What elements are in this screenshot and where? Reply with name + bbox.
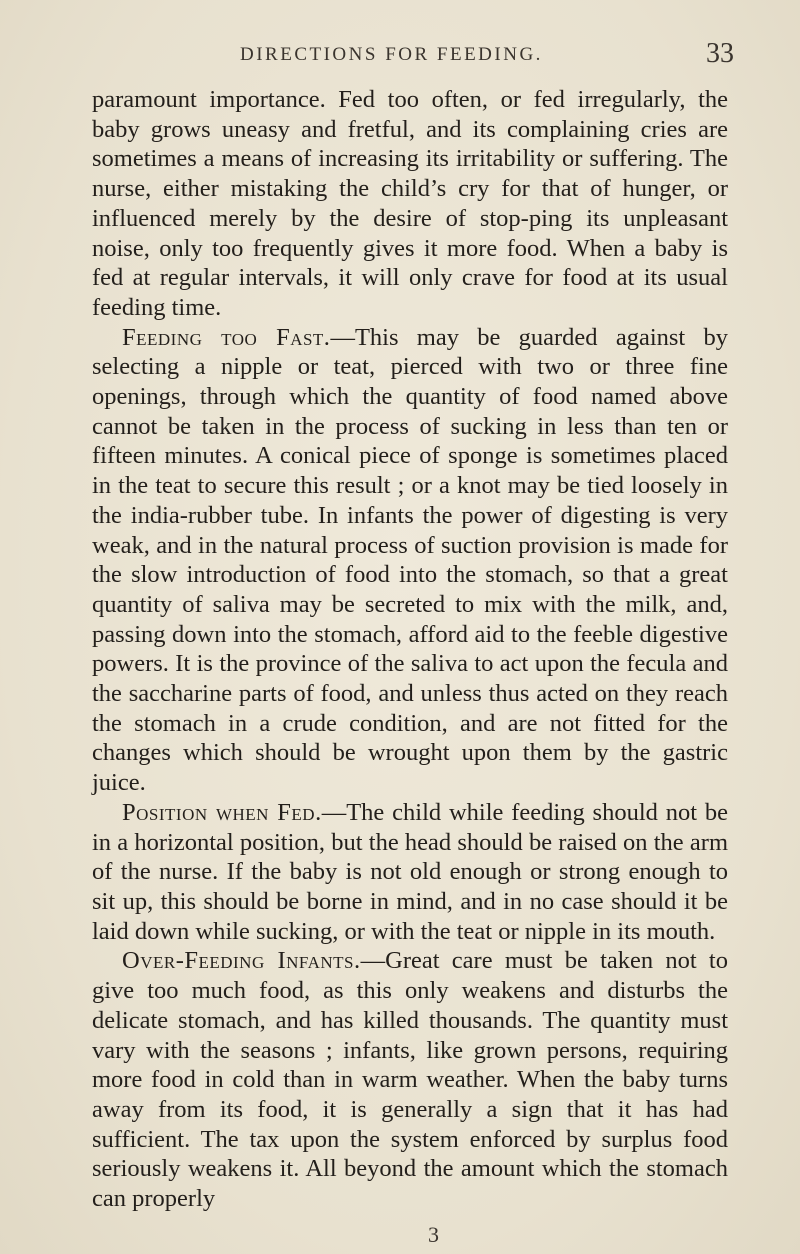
paragraph-text: —The child while feeding should not be in a horizontal position, but the head should be raised on the arm of the nurse. If the baby is not old enough or strong enough to sit up, this should be borne in mind, and in no case should it be laid down while sucking, or with the teat or nipple in its mouth. [92, 798, 728, 945]
section-heading: Feeding too Fast. [122, 323, 331, 351]
paragraph-over-feeding [92, 946, 728, 1213]
section-heading: Position when Fed. [122, 798, 322, 826]
paragraph-position-when-fed [92, 798, 728, 947]
paragraph-text: —Great care must be taken not to give too much food, as this only weakens and disturbs the delicate stomach, and has killed thousands. The quantity must vary with the seasons ; infants, like grown persons, requiring more food in cold than in warm weather. When the baby turns away from its food, it is generally a sign that it has had sufficient. The tax upon the system enforced by surplus food seriously weakens it. All beyond the amount which the stomach can properly [92, 947, 728, 1213]
paragraph-continuation [92, 85, 728, 323]
signature-mark: 3 [428, 1222, 439, 1247]
paragraph-feeding-too-fast [92, 323, 728, 798]
body-text [92, 85, 728, 1214]
running-head: DIRECTIONS FOR FEEDING. [240, 44, 543, 65]
paragraph-text: paramount importance. Fed too often, or fed irregularly, the baby grows uneasy and fretful, and its complaining cries are sometimes a means of increasing its irritability or suffering. The nurse, either mistaking the child’s cry for that of hunger, or influenced merely by the desire of stop-ping its unpleasant noise, only too frequently gives it more food. When a baby is fed at regular intervals, it will only crave for food at its usual feeding time. [92, 86, 728, 321]
page-number: 33 [706, 38, 734, 69]
paragraph-text: —This may be guarded against by selecting a nipple or teat, pierced with two or three fine openings, through which the quantity of food named above cannot be taken in the process of sucking in less than ten or fifteen minutes. A conical piece of sponge is sometimes placed in the teat to secure this result ; or a knot may be tied loosely in the india-rubber tube. In infants the power of digesting is very weak, and in the natural process of suction provision is made for the slow introduction of food into the stomach, so that a great quantity of saliva may be secreted to mix with the milk, and, passing down into the stomach, afford aid to the feeble digestive powers. It is the province of the saliva to act upon the fecula and the saccharine parts of food, and unless thus acted on they reach the stomach in a crude condition, and are not fitted for the changes which should be wrought upon them by the gastric juice. [92, 323, 728, 797]
section-heading: Over-Feeding Infants. [122, 947, 361, 975]
